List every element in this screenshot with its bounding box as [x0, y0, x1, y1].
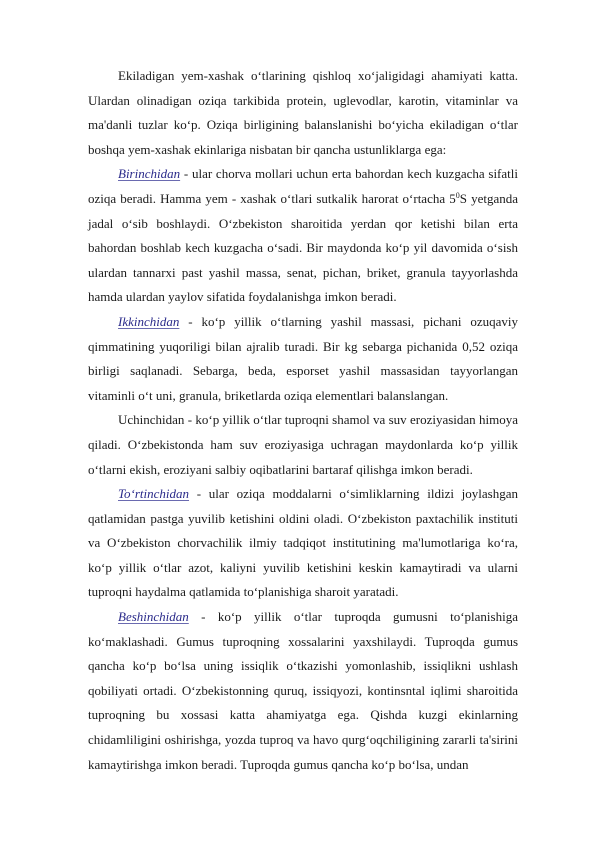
paragraph-text: Ekiladigan yem-xashak o‘tlarining qishloq xo‘jaligidagi ahamiyati katta. Ulardan olinadigan oziqa tarkibida protein, uglevodlar, karotin, vitaminlar va ma'danli tuzlar ko‘p. Oziqa birligining balanslanishi bo‘yicha ekiladigan o‘tlar boshqa yem-xashak ekinlariga nisbatan bir qancha ustunliklarga ega: — [88, 68, 518, 157]
paragraph-text: - ular chorva mollari uchun erta bahordan kech kuzgacha sifatli oziqa beradi. Hamma yem - xashak o‘tlari sutkalik harorat o‘rtacha 5 — [88, 166, 518, 206]
degree-superscript: 0 — [455, 190, 460, 200]
paragraph-lead: To‘rtinchidan — [118, 486, 190, 502]
paragraph-lead: Beshinchidan — [118, 609, 189, 625]
paragraph-ikkinchidan — [88, 310, 518, 408]
paragraph-text: - ko‘p yillik o‘tlarning yashil massasi, pichani ozuqaviy qimmatining yuqoriligi bilan ajralib turadi. Bir kg sebarga pichanida 0,52 oziqa birligi saqlanadi. Sebarga, beda, esporset yashil massasidan tayyorlangan vitaminli o‘t uni, granula, briketlarda oziqa elementlari balanslangan. — [88, 313, 518, 403]
paragraph-lead: Uchinchidan — [118, 412, 185, 428]
paragraph-text-continued: S yetganda jadal o‘sib boshlaydi. O‘zbekiston sharoitida yerdan qor ketishi bilan erta bahordan boshlab kech kuzgacha o‘sadi. Bir maydonda ko‘p yil davomida o‘sish ulardan tannarxi past yashil massa, senat, pichan, briket, granula tayyorlashda hamda ulardan yaylov sifatida foydalanishga imkon beradi. — [88, 190, 518, 305]
paragraph-text: - ko‘p yillik o‘tlar tuproqni shamol va suv eroziyasidan himoya qiladi. O‘zbekistonda ham suv eroziyasiga uchragan maydonlarda ko‘p yillik o‘tlarni ekish, eroziyani salbiy oqibatlarini bartaraf qilishga imkon beradi. — [88, 412, 518, 477]
paragraph-uchinchidan — [88, 408, 518, 482]
paragraph-lead: Ikkinchidan — [118, 313, 180, 329]
paragraph-tortinchidan — [88, 482, 518, 605]
paragraph-intro — [88, 64, 518, 162]
paragraph-text: - ko‘p yillik o‘tlar tuproqda gumusni to‘planishiga ko‘maklashadi. Gumus tuproqning xossalarini yaxshilaydi. Tuproqda gumus qancha ko‘p bo‘lsa uning issiqlik o‘tkazishi yomonlashib, issiqlikni ushlash qobiliyati ortadi. O‘zbekistonning quruq, issiqyozi, kontinsntal iqlimi sharoitida tuproqning bu xossasi katta ahamiyatga ega. Qishda kuzgi ekinlarning chidamliligini oshirishga, yozda tuproq va havo qurg‘oqchiligining zararli ta'sirini kamaytirishga imkon beradi. Tuproqda gumus qancha ko‘p bo‘lsa, undan — [88, 609, 518, 772]
paragraph-beshinchidan — [88, 605, 518, 777]
document-page — [88, 64, 518, 777]
paragraph-birinchidan — [88, 162, 518, 310]
paragraph-lead: Birinchidan — [118, 166, 181, 182]
paragraph-text: - ular oziqa moddalarni o‘simliklarning ildizi joylashgan qatlamidan pastga yuvilib ketishini oldini oladi. O‘zbekiston paxtachilik instituti va O‘zbekiston chorvachilik ilmiy tadqiqot institutining ma'lumotlariga ko‘ra, ko‘p yillik o‘tlar azot, kaliyni yuvilib ketishini keskin kamaytiradi va ularni tuproqni haydalma qatlamida to‘planishiga sharoit yaratadi. — [88, 486, 518, 600]
